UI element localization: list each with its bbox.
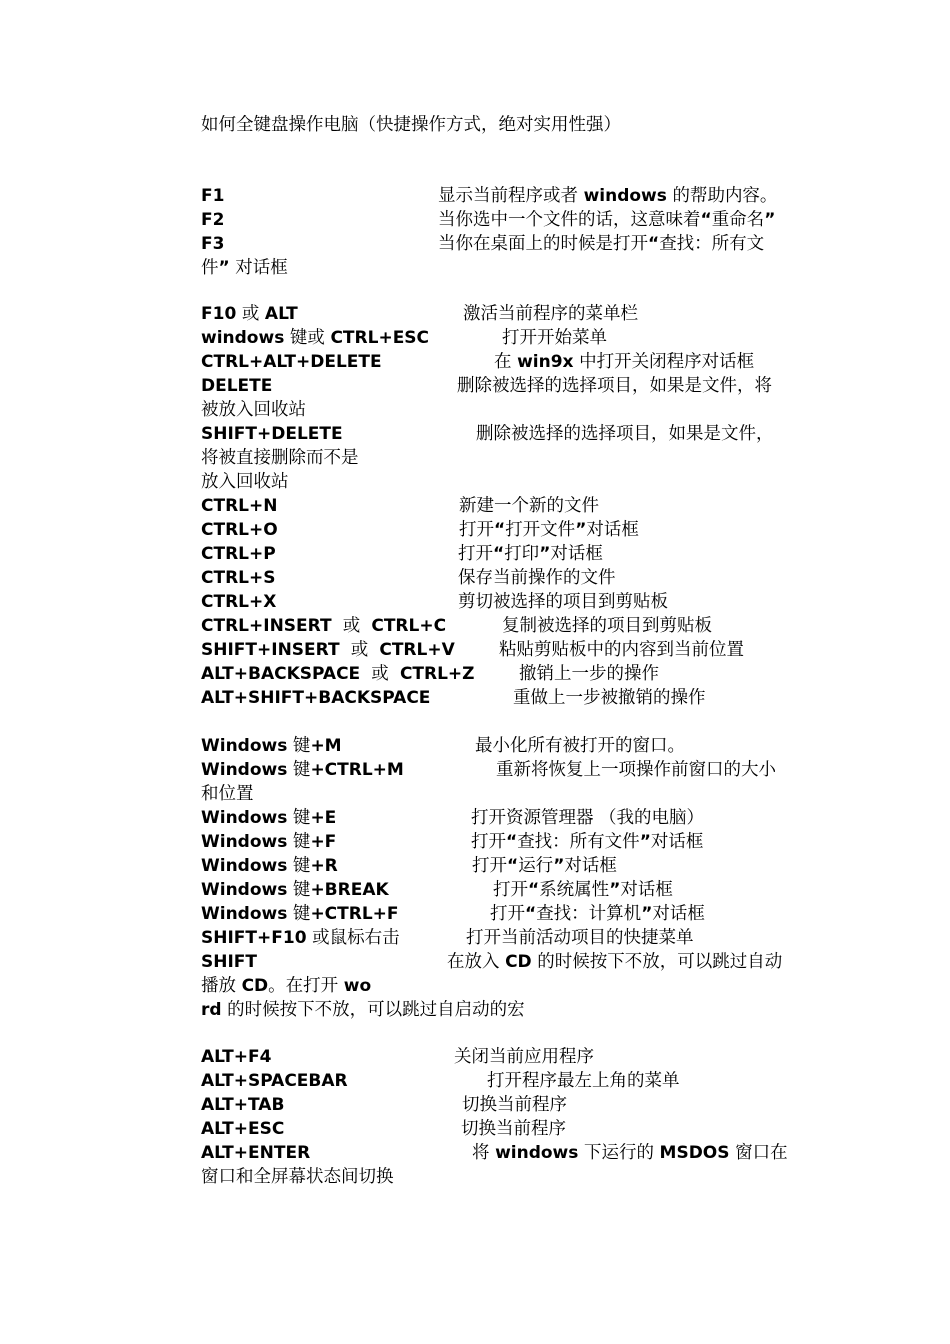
shortcut-description: [447, 950, 782, 974]
bold-text: CTRL+S: [201, 568, 276, 588]
shortcut-description: [462, 1093, 567, 1117]
bold-text: “: [648, 234, 660, 254]
shortcut-description: [458, 542, 603, 566]
shortcut-key: [201, 998, 525, 1022]
text: 系统属性: [539, 880, 610, 900]
shortcut-description: [487, 1069, 680, 1093]
text: 复制被选择的项目到剪贴板: [502, 616, 712, 636]
text: 粘贴剪贴板中的内容到当前位置: [499, 640, 744, 660]
text: 打开当前活动项目的快捷菜单: [466, 928, 694, 948]
text: 的帮助内容。: [666, 186, 778, 206]
shortcut-description: [461, 1117, 566, 1141]
bold-text: SHIFT+DELETE: [201, 424, 343, 444]
text: 当你选中一个文件的话，这意味着: [438, 210, 701, 230]
text: 键: [287, 736, 311, 756]
shortcut-description: [472, 854, 617, 878]
bold-text: SHIFT+INSERT: [201, 640, 340, 660]
shortcut-key: [201, 326, 429, 350]
shortcut-key: [201, 494, 277, 518]
bold-text: +CTRL+M: [310, 760, 404, 780]
bold-text: windows: [583, 186, 667, 206]
text: 和位置: [201, 784, 254, 804]
shortcut-key: [201, 1069, 348, 1093]
text: 对话框: [550, 544, 603, 564]
shortcut-description: [475, 734, 685, 758]
shortcut-key: [201, 398, 306, 422]
shortcut-description: [438, 208, 775, 232]
bold-text: +CTRL+F: [310, 904, 399, 924]
text: 新建一个新的文件: [459, 496, 599, 516]
text: 关闭当前应用程序: [454, 1047, 594, 1067]
bold-text: ALT+SPACEBAR: [201, 1071, 348, 1091]
bold-text: Windows: [201, 832, 288, 852]
shortcut-description: [438, 184, 777, 208]
shortcut-key: [201, 232, 224, 256]
text: 打开程序最左上角的菜单: [487, 1071, 680, 1091]
bold-text: ALT+ESC: [201, 1119, 285, 1139]
shortcut-key: [201, 184, 224, 208]
shortcut-key: [201, 734, 342, 758]
bold-text: ”: [218, 258, 230, 278]
bold-text: win9x: [517, 352, 574, 372]
text: 窗口和全屏幕状态间切换: [201, 1167, 394, 1187]
text: 对话框: [650, 832, 704, 852]
bold-text: ”: [575, 520, 587, 540]
shortcut-description: [459, 494, 599, 518]
bold-text: CTRL+C: [371, 616, 447, 636]
text: 切换当前程序: [462, 1095, 567, 1115]
shortcut-key: [201, 926, 400, 950]
shortcut-key: [201, 830, 336, 854]
shortcut-key: [201, 782, 254, 806]
text: 最小化所有被打开的窗口。: [475, 736, 685, 756]
text: 的时候按下不放，可以跳过自启动的宏: [221, 1000, 525, 1020]
text: 或: [236, 304, 265, 324]
shortcut-description: [493, 878, 673, 902]
text: 的时候按下不放，可以跳过自动: [531, 952, 783, 972]
bold-text: +E: [310, 808, 337, 828]
shortcut-key: [201, 950, 257, 974]
shortcut-key: [201, 1165, 394, 1189]
bold-text: Windows: [201, 736, 288, 756]
text: 或: [339, 640, 380, 660]
shortcut-key: [201, 638, 455, 662]
text: 键或: [284, 328, 331, 348]
bold-text: “: [525, 904, 537, 924]
text: 。在打开: [268, 976, 344, 996]
bold-text: ”: [764, 210, 776, 230]
bold-text: CTRL+P: [201, 544, 276, 564]
bold-text: CTRL+X: [201, 592, 277, 612]
shortcut-key: [201, 350, 382, 374]
text: 删除被选择的选择项目，如果是文件，将: [457, 376, 772, 396]
bold-text: “: [494, 520, 506, 540]
shortcut-key: [201, 1093, 284, 1117]
text: 或鼠标右击: [306, 928, 400, 948]
text: 放入回收站: [201, 472, 289, 492]
text: 剪切被选择的项目到剪贴板: [458, 592, 668, 612]
bold-text: ”: [641, 904, 653, 924]
shortcut-description: [502, 326, 607, 350]
text: 窗口在: [729, 1143, 788, 1163]
shortcut-key: [201, 422, 343, 446]
text: 对话框: [564, 856, 617, 876]
text: 撤销上一步的操作: [519, 664, 659, 684]
bold-text: CTRL+O: [201, 520, 278, 540]
shortcut-key: [201, 854, 338, 878]
bold-text: SHIFT: [201, 952, 258, 972]
bold-text: CTRL+ESC: [330, 328, 430, 348]
text: 打印: [504, 544, 540, 564]
bold-text: “: [493, 544, 505, 564]
text: 删除被选择的选择项目，如果是文件，: [476, 424, 774, 444]
shortcut-key: [201, 614, 446, 638]
bold-text: CD: [241, 976, 269, 996]
shortcut-key: [201, 374, 272, 398]
text: 键: [287, 856, 311, 876]
bold-text: MSDOS: [659, 1143, 730, 1163]
shortcut-key: [201, 446, 359, 470]
text: 激活当前程序的菜单栏: [463, 304, 638, 324]
bold-text: ”: [609, 880, 621, 900]
text: 打开: [472, 856, 507, 876]
bold-text: windows: [495, 1143, 579, 1163]
bold-text: Windows: [201, 808, 288, 828]
shortcut-key: [201, 590, 276, 614]
shortcut-description: [513, 686, 706, 710]
bold-text: ALT+BACKSPACE: [201, 664, 361, 684]
shortcut-key: [201, 806, 336, 830]
shortcut-description: [466, 926, 694, 950]
text: 键: [287, 808, 311, 828]
text: 打开: [493, 880, 528, 900]
shortcut-key: [201, 1141, 310, 1165]
shortcut-key: [201, 878, 389, 902]
bold-text: F2: [201, 210, 225, 230]
bold-text: “: [528, 880, 540, 900]
shortcut-description: [458, 590, 668, 614]
bold-text: +M: [310, 736, 342, 756]
text: 播放: [201, 976, 242, 996]
bold-text: ALT+ENTER: [201, 1143, 311, 1163]
bold-text: Windows: [201, 880, 288, 900]
text: 中打开关闭程序对话框: [573, 352, 755, 372]
bold-text: Windows: [201, 904, 288, 924]
text: 当你在桌面上的时候是打开: [438, 234, 648, 254]
shortcut-key: [201, 542, 276, 566]
bold-text: “: [506, 832, 518, 852]
bold-text: ALT: [264, 304, 298, 324]
text: 被放入回收站: [201, 400, 306, 420]
shortcut-key: [201, 302, 298, 326]
shortcut-description: [502, 614, 712, 638]
shortcut-description: [459, 518, 639, 542]
shortcut-description: [519, 662, 659, 686]
text: 重命名: [711, 210, 765, 230]
text: 将被直接删除而不是: [201, 448, 359, 468]
text: 或: [331, 616, 372, 636]
text: 打开: [458, 544, 493, 564]
bold-text: ALT+SHIFT+BACKSPACE: [201, 688, 431, 708]
shortcut-key: [201, 662, 475, 686]
text: 键: [287, 880, 311, 900]
shortcut-key: [201, 256, 288, 280]
bold-text: CTRL+Z: [399, 664, 475, 684]
bold-text: ALT+F4: [201, 1047, 272, 1067]
text: 对话框: [229, 258, 288, 278]
shortcut-description: [463, 302, 638, 326]
bold-text: ”: [639, 832, 651, 852]
text: 查找：所有文: [659, 234, 765, 254]
bold-text: CTRL+N: [201, 496, 278, 516]
shortcut-description: [476, 422, 774, 446]
bold-text: Windows: [201, 856, 288, 876]
shortcut-key: [201, 566, 275, 590]
text: 运行: [518, 856, 554, 876]
bold-text: CTRL+V: [379, 640, 455, 660]
text: 打开: [459, 520, 494, 540]
text: 查找：计算机: [536, 904, 642, 924]
bold-text: +BREAK: [310, 880, 389, 900]
shortcut-key: [201, 758, 404, 782]
bold-text: CTRL+INSERT: [201, 616, 332, 636]
shortcut-description: [472, 1141, 788, 1165]
bold-text: ”: [539, 544, 551, 564]
shortcut-key: [201, 1117, 284, 1141]
shortcut-description: [490, 902, 705, 926]
shortcut-key: [201, 1045, 271, 1069]
shortcut-description: [454, 1045, 594, 1069]
text: 件: [201, 258, 219, 278]
text: 重做上一步被撤销的操作: [513, 688, 706, 708]
text: 下运行的: [578, 1143, 660, 1163]
bold-text: windows: [201, 328, 285, 348]
shortcut-description: [494, 350, 754, 374]
bold-text: ”: [553, 856, 565, 876]
text: 键: [287, 904, 311, 924]
text: 在: [494, 352, 518, 372]
bold-text: F3: [201, 234, 225, 254]
shortcut-key: [201, 208, 224, 232]
bold-text: F1: [201, 186, 225, 206]
bold-text: CTRL+ALT+DELETE: [201, 352, 382, 372]
bold-text: “: [700, 210, 712, 230]
shortcut-description: [499, 638, 744, 662]
bold-text: Windows: [201, 760, 288, 780]
text: 对话框: [586, 520, 639, 540]
shortcut-description: [471, 806, 704, 830]
bold-text: +R: [310, 856, 338, 876]
shortcut-key: [201, 470, 289, 494]
shortcut-key: [201, 518, 278, 542]
text: 打开开始菜单: [502, 328, 607, 348]
bold-text: rd: [201, 1000, 222, 1020]
shortcut-description: [438, 232, 764, 256]
text: 查找：所有文件: [517, 832, 640, 852]
bold-text: SHIFT+F10: [201, 928, 307, 948]
bold-text: wo: [343, 976, 372, 996]
bold-text: CD: [505, 952, 532, 972]
bold-text: DELETE: [201, 376, 273, 396]
shortcut-description: [457, 374, 772, 398]
bold-text: F10: [201, 304, 237, 324]
text: 对话框: [620, 880, 673, 900]
shortcut-key: [201, 686, 430, 710]
shortcut-key: [201, 974, 371, 998]
text: 重新将恢复上一项操作前窗口的大小: [496, 760, 776, 780]
text: 或: [360, 664, 400, 684]
shortcut-description: [471, 830, 703, 854]
shortcut-description: [496, 758, 776, 782]
text: 打开文件: [505, 520, 576, 540]
bold-text: +F: [310, 832, 337, 852]
shortcut-key: [201, 902, 399, 926]
text: 切换当前程序: [461, 1119, 566, 1139]
document-title: 如何全键盘操作电脑（快捷操作方式，绝对实用性强）: [201, 115, 621, 135]
text: 保存当前操作的文件: [458, 568, 616, 588]
bold-text: “: [507, 856, 519, 876]
text: 打开资源管理器 （我的电脑）: [471, 808, 705, 828]
text: 键: [287, 832, 311, 852]
text: 在放入: [447, 952, 506, 972]
text: 打开: [471, 832, 506, 852]
text: 显示当前程序或者: [438, 186, 584, 206]
text: 键: [287, 760, 311, 780]
text: 对话框: [652, 904, 705, 924]
shortcut-description: [458, 566, 616, 590]
bold-text: ALT+TAB: [201, 1095, 285, 1115]
text: 将: [472, 1143, 496, 1163]
text: 打开: [490, 904, 525, 924]
